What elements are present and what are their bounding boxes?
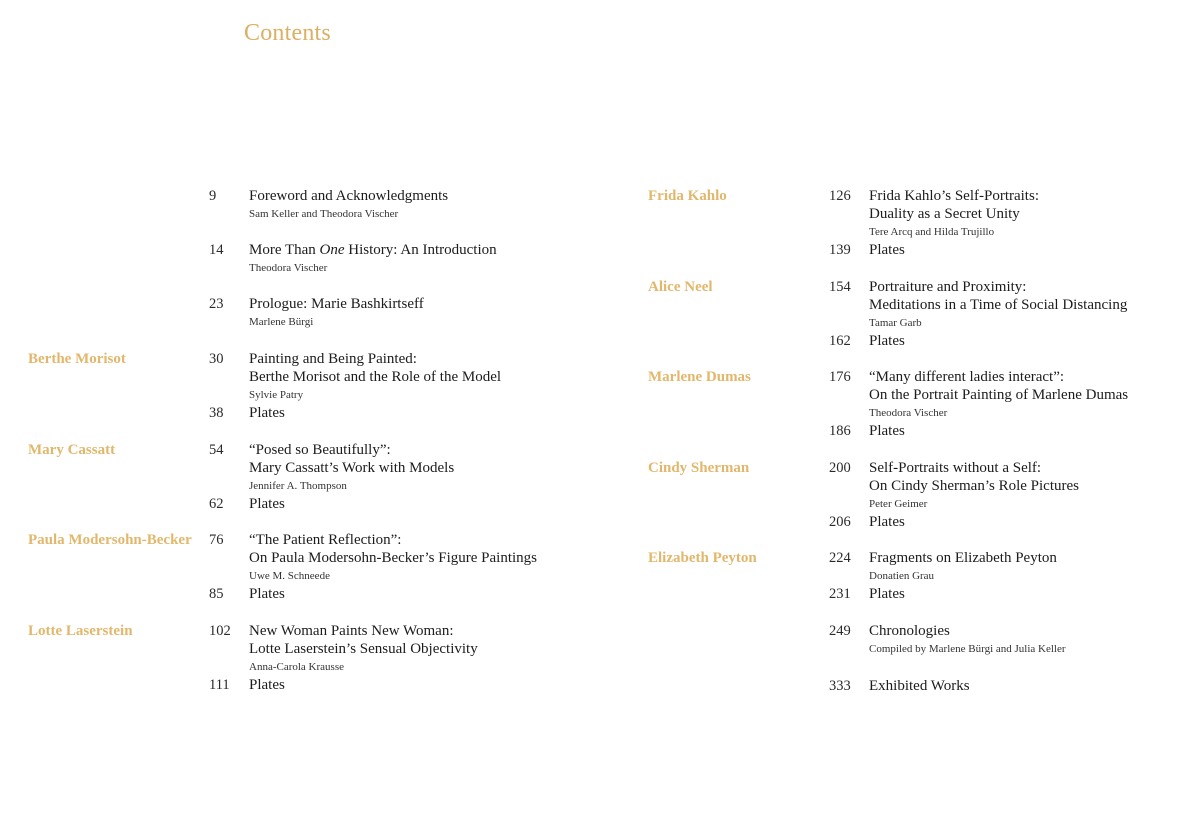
plates-page-number: 162 xyxy=(829,333,851,349)
plates-label: Plates xyxy=(249,677,285,693)
entry-title-line: Lotte Laserstein’s Sensual Objectivity xyxy=(249,641,478,657)
entry-title-line: Mary Cassatt’s Work with Models xyxy=(249,460,455,476)
plates-page-number: 85 xyxy=(209,586,224,602)
entry-author: Sam Keller and Theodora Vischer xyxy=(249,208,399,220)
page-number: 126 xyxy=(829,188,851,204)
plates-page-number: 139 xyxy=(829,242,851,258)
entry-author: Uwe M. Schneede xyxy=(249,570,330,582)
artist-name: Marlene Dumas xyxy=(648,369,751,385)
entry-title-line: More Than One History: An Introduction xyxy=(249,242,497,258)
plates-page-number: 231 xyxy=(829,586,851,602)
entry-author: Sylvie Patry xyxy=(249,389,304,401)
entry-author: Compiled by Marlene Bürgi and Julia Keller xyxy=(869,643,1066,655)
entry-text xyxy=(869,549,1057,585)
page-number: 200 xyxy=(829,460,851,476)
entry-title-line: On the Portrait Painting of Marlene Dumas xyxy=(869,387,1129,403)
plates-label: Plates xyxy=(869,586,905,602)
artist-name: Mary Cassatt xyxy=(28,442,116,458)
plates-label: Plates xyxy=(249,496,285,512)
plates-label: Plates xyxy=(249,586,285,602)
artist-name: Berthe Morisot xyxy=(28,351,126,367)
entry-text xyxy=(249,350,501,404)
entry-text xyxy=(249,241,497,277)
plates-page-number: 38 xyxy=(209,405,224,421)
entry-author: Marlene Bürgi xyxy=(249,316,314,328)
entry-title-line: “The Patient Reflection”: xyxy=(249,532,402,548)
page-number: 154 xyxy=(829,279,851,295)
artist-name: Cindy Sherman xyxy=(648,460,750,476)
entry-title-line: Exhibited Works xyxy=(869,678,970,694)
entry-author: Donatien Grau xyxy=(869,570,935,582)
entry-title-line: Foreword and Acknowledgments xyxy=(249,188,449,204)
entry-title-line: “Posed so Beautifully”: xyxy=(249,442,391,458)
page-number: 224 xyxy=(829,550,851,566)
plates-page-number: 111 xyxy=(209,677,230,693)
entry-author: Tamar Garb xyxy=(869,317,922,329)
entry-text xyxy=(249,441,454,495)
page-number: 54 xyxy=(209,442,224,458)
entry-title-line: Frida Kahlo’s Self-Portraits: xyxy=(869,188,1039,204)
entry-title-line: On Cindy Sherman’s Role Pictures xyxy=(869,478,1079,494)
entry-author: Tere Arcq and Hilda Trujillo xyxy=(869,226,995,238)
entry-text xyxy=(869,368,1128,422)
entry-author: Theodora Vischer xyxy=(869,407,948,419)
entry-title-line: Duality as a Secret Unity xyxy=(869,206,1020,222)
plates-label: Plates xyxy=(869,242,905,258)
plates-page-number: 206 xyxy=(829,514,851,530)
entry-title-line: “Many different ladies interact”: xyxy=(869,369,1065,385)
page-number: 9 xyxy=(209,188,217,204)
artist-name: Elizabeth Peyton xyxy=(648,550,757,566)
page-number: 249 xyxy=(829,623,851,639)
entry-text xyxy=(869,622,1066,658)
entry-author: Peter Geimer xyxy=(869,498,928,510)
entry-author: Jennifer A. Thompson xyxy=(249,480,347,492)
plates-label: Plates xyxy=(869,333,905,349)
entry-title-line: Chronologies xyxy=(869,623,950,639)
entry-author: Anna-Carola Krausse xyxy=(249,661,344,673)
plates-page-number: 186 xyxy=(829,423,851,439)
page-number: 30 xyxy=(209,351,224,367)
entry-title-line: On Paula Modersohn-Becker’s Figure Paintings xyxy=(249,550,538,566)
artist-name: Alice Neel xyxy=(648,279,713,295)
plates-label: Plates xyxy=(249,405,285,421)
page-number: 23 xyxy=(209,296,224,312)
entry-title-line: Painting and Being Painted: xyxy=(249,351,417,367)
entry-text xyxy=(249,295,424,331)
entry-title-line: Self-Portraits without a Self: xyxy=(869,460,1042,476)
page-number: 333 xyxy=(829,678,851,694)
page-number: 14 xyxy=(209,242,224,258)
entry-text xyxy=(249,187,448,223)
entry-title-line: New Woman Paints New Woman: xyxy=(249,623,454,639)
page-number: 102 xyxy=(209,623,231,639)
entry-text xyxy=(869,278,1127,332)
plates-label: Plates xyxy=(869,514,905,530)
entry-text xyxy=(869,187,1039,241)
entry-text xyxy=(249,622,478,676)
page-title: Contents xyxy=(244,20,331,46)
entry-title-line: Meditations in a Time of Social Distancing xyxy=(869,297,1128,313)
artist-name: Frida Kahlo xyxy=(648,188,727,204)
artist-name: Paula Modersohn-Becker xyxy=(28,532,192,548)
entry-text xyxy=(869,677,970,695)
page-number: 176 xyxy=(829,369,851,385)
entry-author: Theodora Vischer xyxy=(249,262,328,274)
entry-title-line: Fragments on Elizabeth Peyton xyxy=(869,550,1057,566)
plates-label: Plates xyxy=(869,423,905,439)
entry-title-line: Portraiture and Proximity: xyxy=(869,279,1027,295)
page-number: 76 xyxy=(209,532,224,548)
entry-title-line: Berthe Morisot and the Role of the Model xyxy=(249,369,502,385)
entry-title-line: Prologue: Marie Bashkirtseff xyxy=(249,296,424,312)
plates-page-number: 62 xyxy=(209,496,224,512)
artist-name: Lotte Laserstein xyxy=(28,623,133,639)
entry-text xyxy=(249,531,537,585)
entry-text xyxy=(869,459,1079,513)
